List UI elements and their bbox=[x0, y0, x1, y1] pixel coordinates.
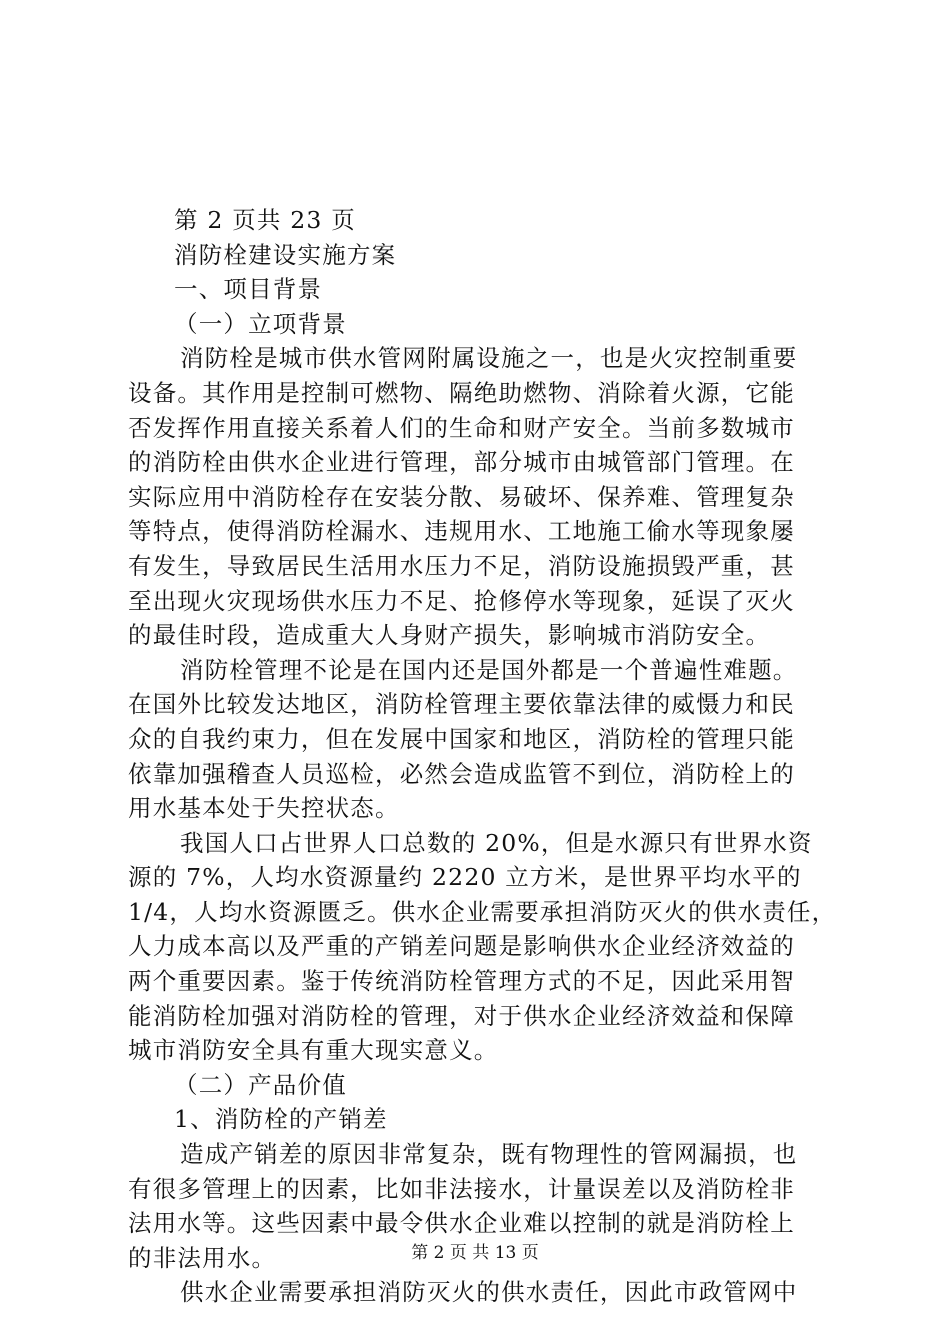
paragraph-line: 1/4，人均水资源匮乏。供水企业需要承担消防灭火的供水责任， bbox=[128, 897, 837, 926]
paragraph-line: 等特点，使得消防栓漏水、违规用水、工地施工偷水等现象屡 bbox=[128, 517, 795, 546]
paragraph-line: 造成产销差的原因非常复杂，既有物理性的管网漏损，也 bbox=[180, 1140, 798, 1169]
paragraph-2 bbox=[128, 653, 830, 826]
subsection-heading: （二）产品价值 bbox=[174, 1070, 347, 1099]
paragraph-line: 有很多管理上的因素，比如非法接水，计量误差以及消防栓非 bbox=[128, 1174, 795, 1203]
paragraph-line: 供水企业需要承担消防灭火的供水责任，因此市政管网中 bbox=[180, 1278, 798, 1307]
paragraph-line: 法用水等。这些因素中最令供水企业难以控制的就是消防栓上 bbox=[128, 1209, 795, 1238]
paragraph-3 bbox=[128, 826, 837, 1068]
subsection-heading: （一）立项背景 bbox=[174, 309, 347, 338]
paragraph-line: 能消防栓加强对消防栓的管理，对于供水企业经济效益和保障 bbox=[128, 1001, 795, 1030]
paragraph-line: 有发生，导致居民生活用水压力不足，消防设施损毁严重，甚 bbox=[128, 551, 795, 580]
paragraph-line: 设备。其作用是控制可燃物、隔绝助燃物、消除着火源，它能 bbox=[128, 378, 795, 407]
document-body bbox=[128, 203, 837, 1310]
paragraph-line: 我国人口占世界人口总数的 20%，但是水源只有世界水资 bbox=[180, 828, 813, 857]
paragraph-line: 的非法用水。 bbox=[128, 1243, 277, 1272]
item-heading: 1、消防栓的产销差 bbox=[174, 1105, 388, 1134]
header-page-number: 第 2 页共 23 页 bbox=[174, 206, 356, 234]
paragraph-line: 城市消防安全具有重大现实意义。 bbox=[128, 1036, 499, 1065]
paragraph-line: 实际应用中消防栓存在安装分散、易破坏、保养难、管理复杂 bbox=[128, 482, 795, 511]
document-title: 消防栓建设实施方案 bbox=[174, 240, 397, 269]
paragraph-line: 消防栓管理不论是在国内还是国外都是一个普遍性难题。 bbox=[180, 655, 798, 684]
section-heading: 一、项目背景 bbox=[174, 275, 323, 304]
paragraph-line: 用水基本处于失控状态。 bbox=[128, 794, 400, 823]
paragraph-line: 消防栓是城市供水管网附属设施之一，也是火灾控制重要 bbox=[180, 344, 798, 373]
paragraph-line: 依靠加强稽查人员巡检，必然会造成监管不到位，消防栓上的 bbox=[128, 759, 795, 788]
paragraph-line: 源的 7%，人均水资源量约 2220 立方米，是世界平均水平的 bbox=[128, 863, 802, 892]
paragraph-line: 的消防栓由供水企业进行管理，部分城市由城管部门管理。在 bbox=[128, 448, 795, 477]
paragraph-line: 人力成本高以及严重的产销差问题是影响供水企业经济效益的 bbox=[128, 932, 795, 961]
paragraph-5 bbox=[128, 1275, 830, 1310]
paragraph-line: 至出现火灾现场供水压力不足、抢修停水等现象，延误了灭火 bbox=[128, 586, 795, 615]
paragraph-line: 众的自我约束力，但在发展中国家和地区，消防栓的管理只能 bbox=[128, 724, 795, 753]
paragraph-1 bbox=[128, 341, 830, 652]
page-footer: 第 2 页 共 13 页 bbox=[411, 1243, 539, 1263]
paragraph-line: 两个重要因素。鉴于传统消防栓管理方式的不足，因此采用智 bbox=[128, 967, 795, 996]
paragraph-line: 否发挥作用直接关系着人们的生命和财产安全。当前多数城市 bbox=[128, 413, 795, 442]
paragraph-line: 在国外比较发达地区，消防栓管理主要依靠法律的威慑力和民 bbox=[128, 690, 795, 719]
paragraph-line: 的最佳时段，造成重大人身财产损失，影响城市消防安全。 bbox=[128, 621, 771, 650]
